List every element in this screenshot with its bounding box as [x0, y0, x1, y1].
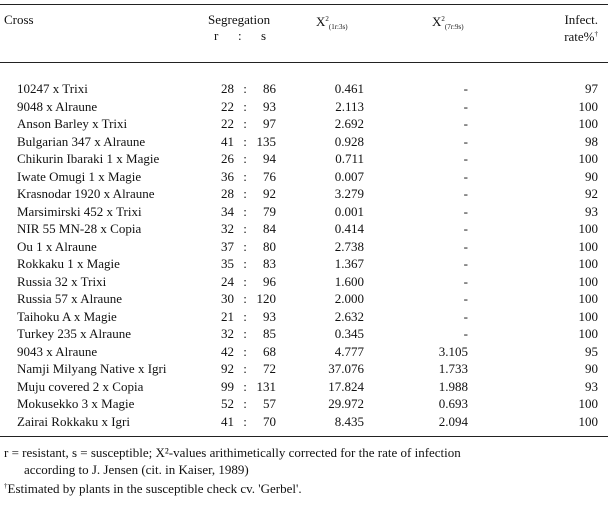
header-r: r — [214, 28, 219, 43]
cell-susceptible: 131 — [256, 378, 276, 394]
cell-chi-square-7r9s: - — [463, 326, 468, 341]
cell-colon: : — [243, 273, 247, 289]
cell-chi-square-7r9s: - — [463, 81, 468, 96]
cell-chi-square-1r3s: 17.824 — [328, 378, 364, 394]
footnote-estimation — [4, 478, 302, 497]
cell-cross: Marsimirski 452 x Trixi — [17, 203, 142, 219]
cell-infect-rate: 100 — [578, 151, 598, 166]
cell-resistant: 34 — [221, 203, 234, 219]
cell-colon: : — [243, 221, 247, 236]
cell-chi-square-1r3s: 0.001 — [334, 203, 364, 219]
cell-susceptible: 76 — [263, 168, 276, 184]
cell-resistant: 35 — [221, 256, 234, 271]
cell-susceptible: 86 — [263, 81, 276, 96]
cell-resistant: 32 — [221, 326, 234, 341]
cell-infect-rate: 93 — [585, 378, 598, 394]
cell-chi-square-1r3s: 0.345 — [334, 326, 364, 341]
cell-susceptible: 68 — [263, 343, 276, 359]
cell-chi-square-7r9s: - — [463, 151, 468, 166]
header-s: s — [261, 28, 267, 43]
cell-resistant: 42 — [221, 343, 234, 359]
cell-colon: : — [243, 256, 247, 271]
footnote-mark: † — [4, 482, 8, 490]
chi1-base: X — [316, 14, 326, 29]
cell-chi-square-1r3s: 2.000 — [334, 291, 364, 306]
cell-chi-square-7r9s: - — [463, 168, 468, 184]
cell-resistant: 99 — [221, 378, 234, 394]
cell-infect-rate: 100 — [578, 413, 598, 429]
cell-chi-square-7r9s: 2.094 — [438, 413, 468, 429]
cell-chi-square-7r9s: - — [463, 308, 468, 324]
cell-chi-square-1r3s: 0.711 — [335, 151, 364, 166]
footnote-estimation-text: Estimated by plants in the susceptible check cv. 'Gerbel'. — [7, 481, 302, 496]
cell-infect-rate: 100 — [578, 221, 598, 236]
cell-resistant: 24 — [221, 273, 234, 289]
bottom-rule — [0, 436, 608, 437]
cell-resistant: 22 — [221, 98, 234, 114]
cell-chi-square-1r3s: 37.076 — [328, 361, 364, 376]
cell-susceptible: 97 — [263, 116, 276, 131]
header-cross: Cross — [4, 12, 34, 27]
cell-cross: 9048 x Alraune — [17, 98, 98, 114]
cell-cross: Anson Barley x Trixi — [17, 116, 128, 131]
cell-resistant: 92 — [221, 361, 234, 376]
cell-chi-square-7r9s: - — [463, 256, 468, 271]
cell-chi-square-1r3s: 2.113 — [335, 98, 364, 114]
cell-infect-rate: 100 — [578, 273, 598, 289]
cell-infect-rate: 100 — [578, 116, 598, 131]
cell-resistant: 52 — [221, 396, 234, 411]
cell-resistant: 36 — [221, 168, 234, 184]
cell-susceptible: 96 — [263, 273, 276, 289]
cell-infect-rate: 90 — [585, 361, 598, 376]
cell-infect-rate: 100 — [578, 396, 598, 411]
cell-resistant: 28 — [221, 186, 234, 201]
cell-infect-rate: 100 — [578, 256, 598, 271]
cell-chi-square-1r3s: 3.279 — [334, 186, 364, 201]
cell-chi-square-1r3s: 1.600 — [334, 273, 364, 289]
cell-chi-square-1r3s: 2.738 — [334, 238, 364, 254]
cell-infect-rate: 97 — [585, 81, 598, 96]
cell-chi-square-7r9s: 1.988 — [438, 378, 468, 394]
cell-susceptible: 135 — [256, 133, 276, 149]
header-chi-square-7r9s — [432, 12, 464, 35]
cell-chi-square-7r9s: - — [463, 238, 468, 254]
infect-mark: † — [594, 30, 598, 38]
cell-resistant: 22 — [221, 116, 234, 131]
cell-cross: Iwate Omugi 1 x Magie — [17, 168, 142, 184]
chi2-base: X — [432, 14, 442, 29]
cell-chi-square-1r3s: 29.972 — [328, 396, 364, 411]
cell-susceptible: 120 — [256, 291, 276, 306]
cell-infect-rate: 90 — [585, 168, 598, 184]
cell-chi-square-7r9s: - — [463, 291, 468, 306]
header-chi-square-1r3s — [316, 12, 348, 35]
cell-colon: : — [243, 151, 247, 166]
chi2-sup: 2 — [441, 15, 445, 23]
cell-chi-square-1r3s: 0.414 — [334, 221, 364, 236]
cell-colon: : — [243, 238, 247, 254]
cell-infect-rate: 100 — [578, 326, 598, 341]
cell-cross: Turkey 235 x Alraune — [17, 326, 131, 341]
cell-cross: Russia 57 x Alraune — [17, 291, 123, 306]
cell-susceptible: 94 — [263, 151, 276, 166]
cell-chi-square-7r9s: - — [463, 221, 468, 236]
cell-chi-square-1r3s: 0.928 — [334, 133, 364, 149]
cell-resistant: 30 — [221, 291, 234, 306]
cell-chi-square-1r3s: 1.367 — [334, 256, 364, 271]
cell-chi-square-7r9s: 3.105 — [438, 343, 468, 359]
cell-cross: Namji Milyang Native x Igri — [17, 361, 167, 376]
cell-cross: Bulgarian 347 x Alraune — [17, 133, 146, 149]
cell-chi-square-1r3s: 2.692 — [334, 116, 364, 131]
chi1-sub: (1r:3s) — [328, 23, 348, 31]
cell-chi-square-7r9s: 1.733 — [438, 361, 468, 376]
cell-colon: : — [243, 413, 247, 429]
cell-chi-square-7r9s: - — [463, 116, 468, 131]
cell-colon: : — [243, 361, 247, 376]
cell-cross: Taihoku A x Magie — [17, 308, 117, 324]
cell-resistant: 41 — [221, 133, 234, 149]
cell-colon: : — [243, 98, 247, 114]
cell-colon: : — [243, 291, 247, 306]
cell-resistant: 26 — [221, 151, 234, 166]
cell-chi-square-7r9s: - — [463, 186, 468, 201]
cell-chi-square-7r9s: - — [463, 273, 468, 289]
cell-infect-rate: 98 — [585, 133, 598, 149]
footnote-citation: according to J. Jensen (cit. in Kaiser, 1989) — [24, 462, 249, 477]
cell-resistant: 28 — [221, 81, 234, 96]
cell-colon: : — [243, 203, 247, 219]
infect-line2: rate% — [564, 29, 595, 44]
cell-cross: Zairai Rokkaku x Igri — [17, 413, 130, 429]
chi2-sub: (7r:9s) — [444, 23, 464, 31]
cell-susceptible: 85 — [263, 326, 276, 341]
cell-susceptible: 92 — [263, 186, 276, 201]
cell-susceptible: 83 — [263, 256, 276, 271]
cell-chi-square-7r9s: - — [463, 203, 468, 219]
cell-resistant: 32 — [221, 221, 234, 236]
cell-resistant: 41 — [221, 413, 234, 429]
cell-chi-square-1r3s: 2.632 — [334, 308, 364, 324]
cell-colon: : — [243, 133, 247, 149]
cell-colon: : — [243, 396, 247, 411]
cell-cross: Ou 1 x Alraune — [17, 238, 97, 254]
cell-cross: NIR 55 MN-28 x Copia — [17, 221, 142, 236]
cell-infect-rate: 92 — [585, 186, 598, 201]
cell-infect-rate: 100 — [578, 308, 598, 324]
cell-resistant: 21 — [221, 308, 234, 324]
cell-cross: Muju covered 2 x Copia — [17, 378, 144, 394]
cell-colon: : — [243, 378, 247, 394]
cell-chi-square-1r3s: 8.435 — [334, 413, 364, 429]
cell-infect-rate: 100 — [578, 98, 598, 114]
cell-infect-rate: 93 — [585, 203, 598, 219]
cell-chi-square-1r3s: 4.777 — [334, 343, 364, 359]
cell-susceptible: 80 — [263, 238, 276, 254]
cell-susceptible: 57 — [263, 396, 276, 411]
cell-colon: : — [243, 343, 247, 359]
infect-line1: Infect. — [564, 12, 598, 27]
footnote-definitions: r = resistant, s = susceptible; X²-values arithimetically corrected for the rate of infection — [4, 445, 461, 460]
cell-susceptible: 72 — [263, 361, 276, 376]
cell-susceptible: 70 — [263, 413, 276, 429]
cell-susceptible: 79 — [263, 203, 276, 219]
cell-chi-square-1r3s: 0.461 — [334, 81, 364, 96]
cell-cross: Rokkaku 1 x Magie — [17, 256, 120, 271]
cell-cross: Russia 32 x Trixi — [17, 273, 107, 289]
cell-chi-square-7r9s: 0.693 — [438, 396, 468, 411]
header-segregation: Segregation — [208, 12, 271, 27]
cell-colon: : — [243, 186, 247, 201]
cell-cross: 10247 x Trixi — [17, 81, 88, 96]
cell-colon: : — [243, 326, 247, 341]
cell-colon: : — [243, 308, 247, 324]
cell-susceptible: 93 — [263, 98, 276, 114]
cell-resistant: 37 — [221, 238, 234, 254]
cell-infect-rate: 95 — [585, 343, 598, 359]
header-infect-rate — [550, 12, 598, 44]
top-rule — [0, 4, 608, 5]
cell-infect-rate: 100 — [578, 238, 598, 254]
chi1-sup: 2 — [325, 15, 329, 23]
cell-chi-square-7r9s: - — [463, 133, 468, 149]
cell-cross: Chikurin Ibaraki 1 x Magie — [17, 151, 160, 166]
cell-colon: : — [243, 81, 247, 96]
header-rule — [0, 62, 608, 63]
cell-chi-square-1r3s: 0.007 — [334, 168, 364, 184]
cell-colon: : — [243, 168, 247, 184]
cell-susceptible: 93 — [263, 308, 276, 324]
header-colon: : — [238, 28, 242, 43]
cell-cross: Krasnodar 1920 x Alraune — [17, 186, 155, 201]
cell-cross: Mokusekko 3 x Magie — [17, 396, 135, 411]
cell-susceptible: 84 — [263, 221, 276, 236]
cell-cross: 9043 x Alraune — [17, 343, 98, 359]
cell-infect-rate: 100 — [578, 291, 598, 306]
cell-chi-square-7r9s: - — [463, 98, 468, 114]
cell-colon: : — [243, 116, 247, 131]
